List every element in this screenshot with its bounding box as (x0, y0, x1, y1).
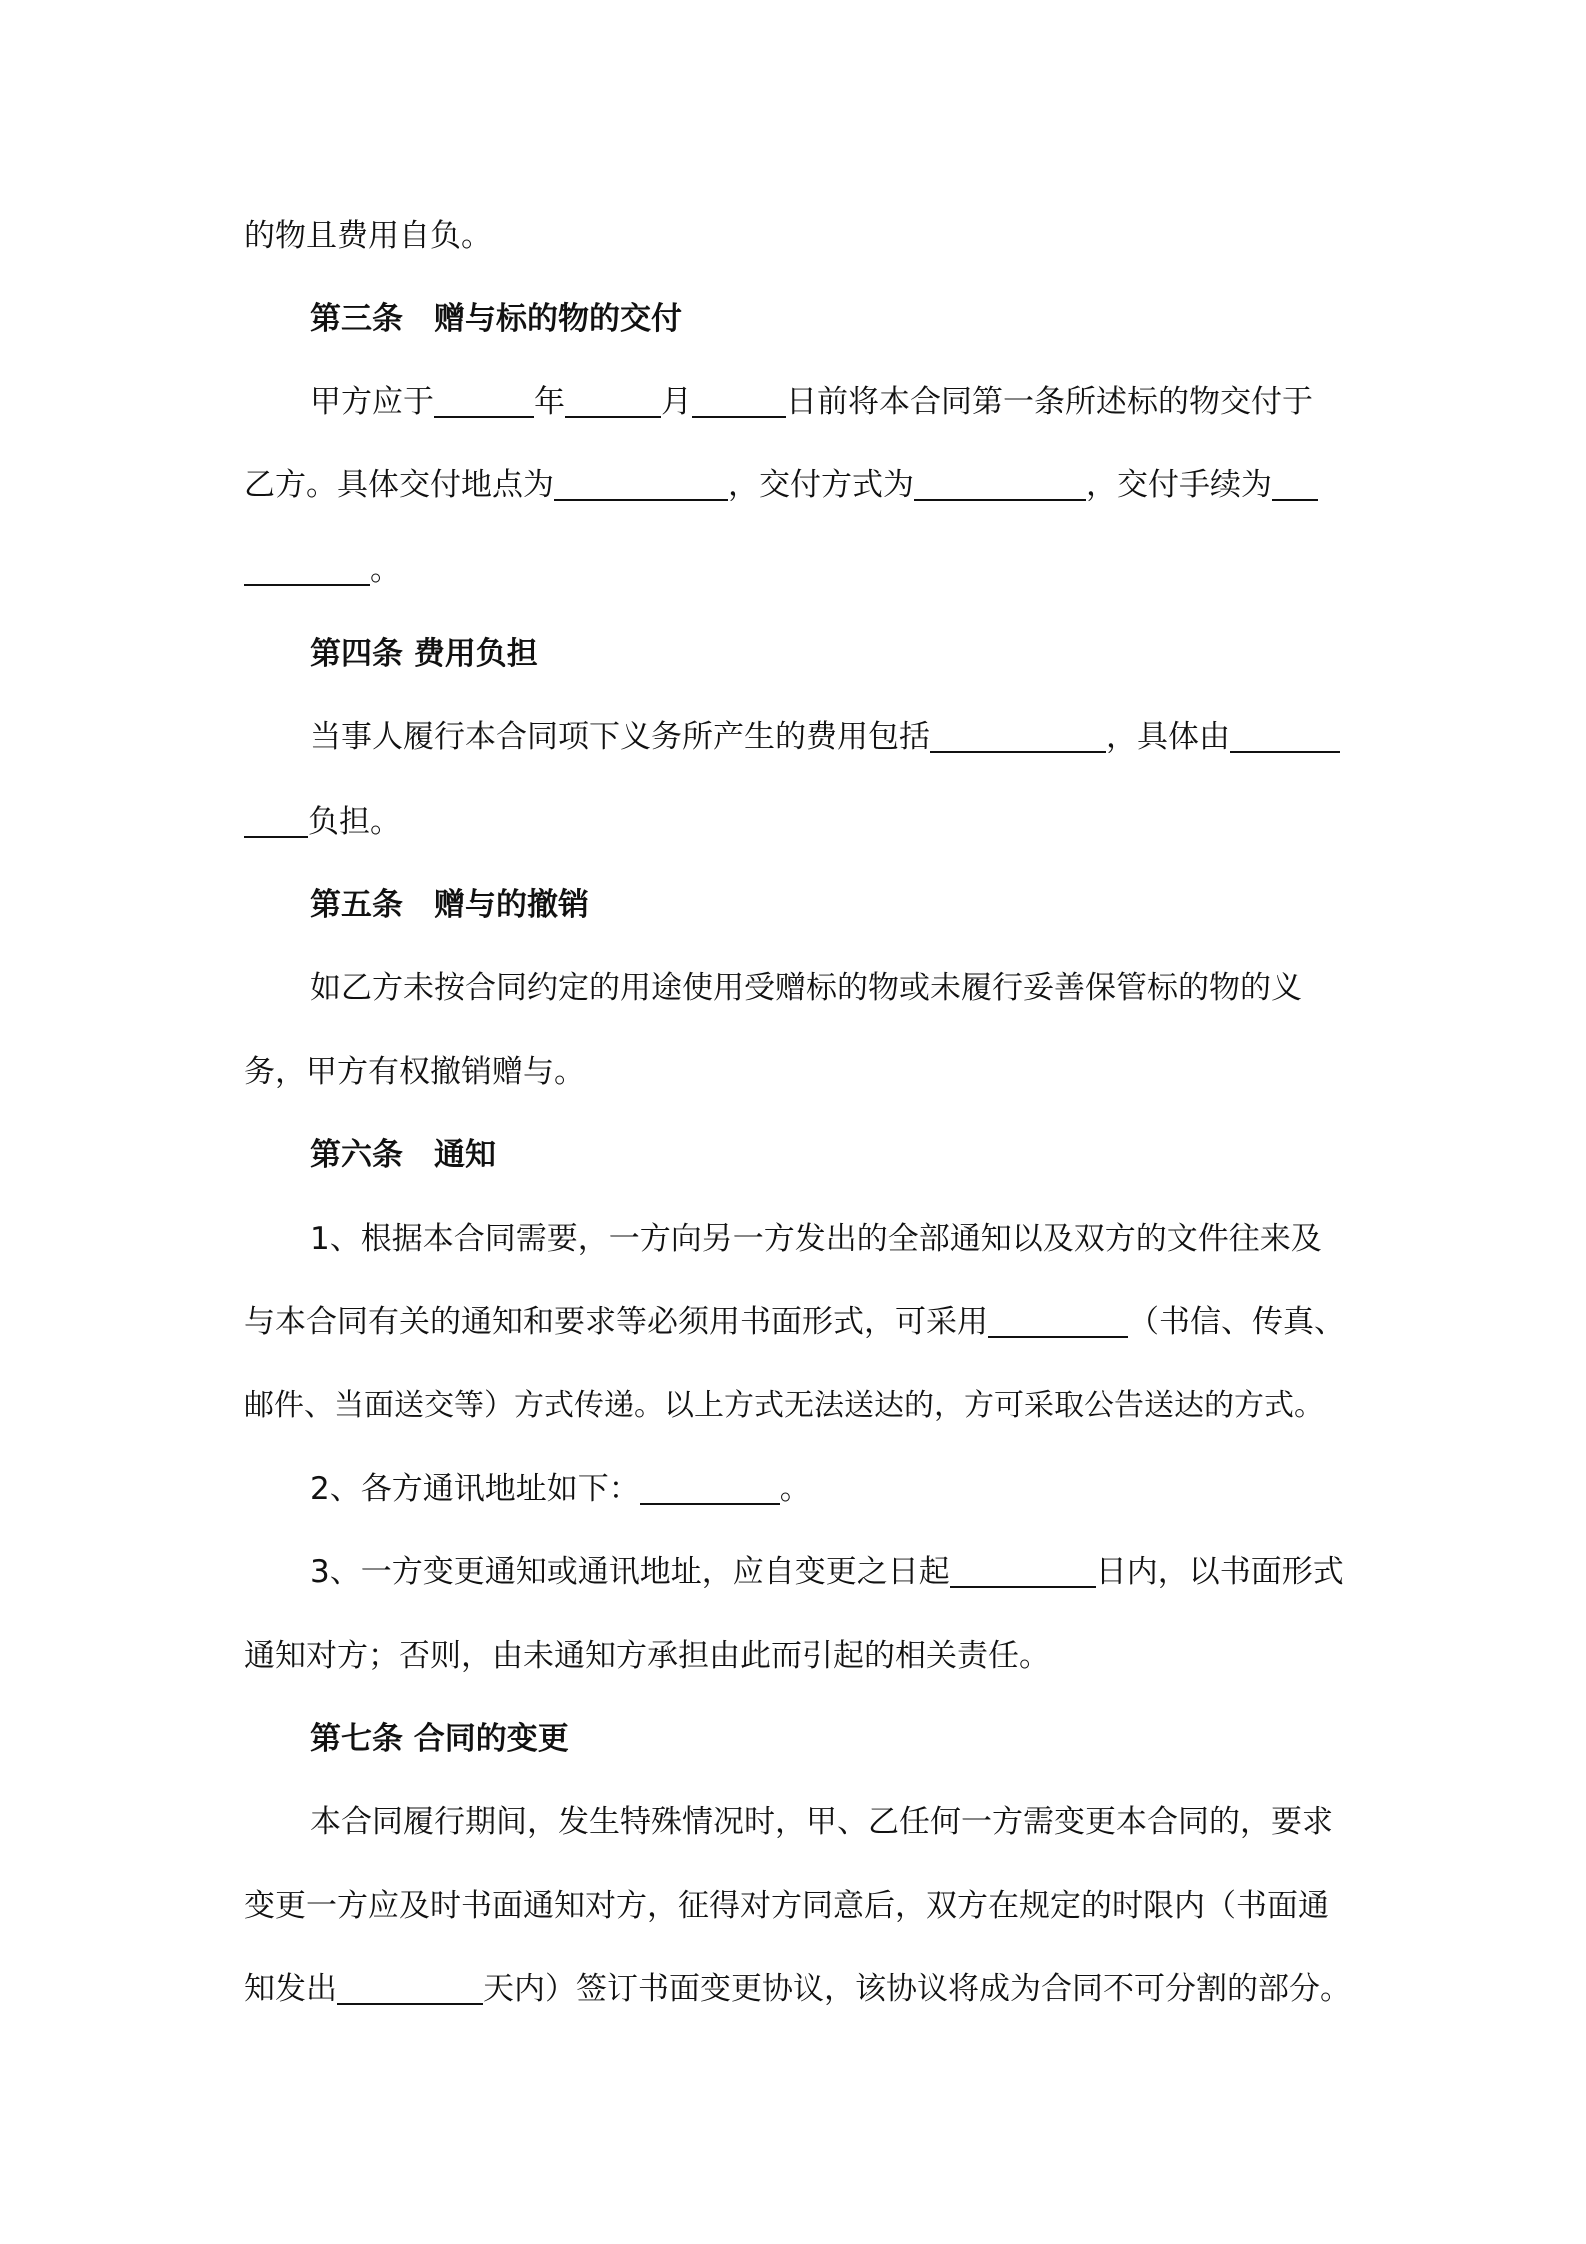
line-text: 如乙方未按合同约定的用途使用受赠标的物或未履行妥善保管标的物的义 (310, 970, 1302, 1006)
text-segment: 。 (370, 552, 401, 588)
article-3-line-1 (310, 380, 1364, 424)
article-7-line-1 (310, 1800, 1364, 1844)
article-4-line-1 (310, 715, 1364, 759)
fill-blank-notice-days[interactable] (950, 1556, 1096, 1588)
text-segment: ，交付方式为 (728, 467, 914, 503)
text-segment: 月 (661, 384, 692, 420)
article-7-line-3 (244, 1967, 1364, 2011)
fill-blank-change-days[interactable] (337, 1973, 483, 2005)
line-text: 变更一方应及时书面通知对方，征得对方同意后，双方在规定的时限内（书面通 (244, 1888, 1329, 1924)
article-5-heading (310, 883, 1364, 927)
article-3-line-3 (244, 548, 1364, 592)
fill-blank-address[interactable] (640, 1473, 780, 1505)
article-5-line-1 (310, 966, 1364, 1010)
article-7-line-2 (244, 1884, 1364, 1928)
text-segment: ，具体由 (1106, 719, 1230, 755)
fill-blank-delivery-procedure-cont[interactable] (244, 554, 370, 586)
fill-blank-cost-items[interactable] (930, 721, 1106, 753)
article-6-line-2 (244, 1300, 1364, 1344)
fill-blank-delivery-method[interactable] (914, 469, 1086, 501)
fill-blank-delivery-place[interactable] (554, 469, 728, 501)
line-text: 邮件、当面送交等）方式传递。以上方式无法送达的，方可采取公告送达的方式。 (244, 1388, 1324, 1423)
text-segment: 日前将本合同第一条所述标的物交付于 (786, 384, 1313, 420)
text-segment: 3、一方变更通知或通讯地址，应自变更之日起 (310, 1554, 950, 1590)
text-segment: 知发出 (244, 1971, 337, 2007)
heading-text: 第七条 合同的变更 (310, 1721, 569, 1757)
fill-blank-cost-bearer-cont[interactable] (244, 806, 308, 838)
text-segment: 甲方应于 (310, 384, 434, 420)
article-4-heading (310, 632, 1364, 676)
text-segment: 天内）签订书面变更协议，该协议将成为合同不可分割的部分。 (483, 1971, 1351, 2007)
fill-blank-year[interactable] (434, 386, 534, 418)
line-text: 的物且费用自负。 (244, 218, 492, 254)
heading-text: 第六条 通知 (310, 1137, 496, 1173)
article-4-line-2 (244, 800, 1364, 844)
fill-blank-cost-bearer[interactable] (1230, 721, 1340, 753)
fill-blank-notice-method[interactable] (988, 1306, 1128, 1338)
article-6-heading (310, 1133, 1364, 1177)
heading-text: 第三条 赠与标的物的交付 (310, 301, 682, 337)
text-segment: 2、各方通讯地址如下： (310, 1471, 640, 1507)
text-segment: 当事人履行本合同项下义务所产生的费用包括 (310, 719, 930, 755)
text-segment: 乙方。具体交付地点为 (244, 467, 554, 503)
article-7-heading (310, 1717, 1364, 1761)
fill-blank-delivery-procedure[interactable] (1272, 469, 1318, 501)
line-text: 务，甲方有权撤销赠与。 (244, 1054, 585, 1090)
text-segment: 负担。 (308, 804, 401, 840)
heading-text: 第四条 费用负担 (310, 636, 538, 672)
paragraph-line (244, 214, 1364, 258)
fill-blank-month[interactable] (565, 386, 661, 418)
line-text: 1、根据本合同需要，一方向另一方发出的全部通知以及双方的文件往来及 (310, 1221, 1322, 1257)
line-text: 通知对方；否则，由未通知方承担由此而引起的相关责任。 (244, 1638, 1050, 1674)
text-segment: 与本合同有关的通知和要求等必须用书面形式，可采用 (244, 1304, 988, 1340)
line-text: 本合同履行期间，发生特殊情况时，甲、乙任何一方需变更本合同的，要求 (310, 1804, 1333, 1840)
article-5-line-2 (244, 1050, 1364, 1094)
heading-text: 第五条 赠与的撤销 (310, 887, 589, 923)
text-segment: 。 (779, 1471, 811, 1507)
article-6-line-6 (244, 1634, 1364, 1678)
article-3-heading (310, 297, 1364, 341)
article-6-line-1 (310, 1217, 1364, 1261)
article-6-line-3 (244, 1384, 1364, 1428)
text-segment: （书信、传真、 (1128, 1304, 1345, 1340)
article-3-line-2 (244, 463, 1364, 507)
text-segment: 年 (534, 384, 565, 420)
article-6-line-5 (310, 1550, 1364, 1594)
fill-blank-day[interactable] (692, 386, 786, 418)
text-segment: ，交付手续为 (1086, 467, 1272, 503)
article-6-line-4 (310, 1467, 1364, 1511)
text-segment: 日内，以书面形式 (1095, 1554, 1344, 1590)
